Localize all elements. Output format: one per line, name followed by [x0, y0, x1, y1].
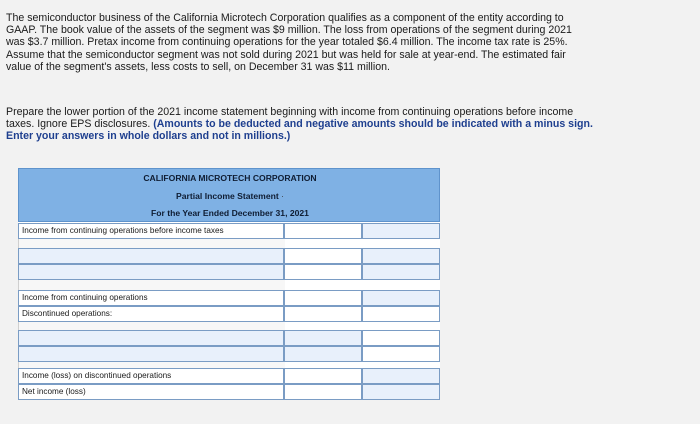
table-row	[18, 368, 440, 384]
amount-input[interactable]	[362, 368, 440, 384]
label-input[interactable]	[18, 248, 284, 264]
problem-line: Assume that the semiconductor segment was not sold during 2021 but was held for sale at year-end. The estimated fair	[6, 48, 566, 61]
company-name: CALIFORNIA MICROTECH CORPORATION	[143, 173, 317, 183]
spacer	[18, 322, 285, 330]
amount-cell	[284, 248, 362, 264]
amount-input[interactable]	[284, 346, 362, 362]
amount-cell	[362, 306, 440, 322]
instructions-text	[6, 106, 690, 143]
problem-line: was $3.7 million. Pretax income from continuing operations for the year totaled $6.4 million. The income tax rate is 25%.	[6, 36, 568, 49]
instruction-bold: (Amounts to be deducted and negative amounts should be indicated with a minus sign.	[153, 118, 593, 131]
amount-input[interactable]	[362, 223, 440, 239]
statement-title-text: Partial Income Statement	[176, 191, 279, 201]
statement-period: For the Year Ended December 31, 2021	[151, 208, 309, 218]
amount-cell	[284, 223, 362, 239]
amount-input[interactable]	[362, 248, 440, 264]
amount-cell	[362, 346, 440, 362]
row-label-pretax: Income from continuing operations before income taxes	[18, 223, 284, 239]
amount-input[interactable]	[362, 384, 440, 400]
marker-dot-icon: ·	[278, 191, 284, 201]
instruction-bold-line: Enter your answers in whole dollars and not in millions.)	[6, 130, 291, 143]
instruction-line: Prepare the lower portion of the 2021 income statement beginning with income from continuing operations before income	[6, 106, 574, 118]
amount-cell	[284, 384, 362, 400]
table-row	[18, 346, 440, 362]
label-input[interactable]	[18, 264, 284, 280]
instruction-plain: taxes. Ignore EPS disclosures.	[6, 118, 154, 131]
amount-input[interactable]	[362, 290, 440, 306]
amount-cell	[284, 264, 362, 280]
table-row	[18, 306, 440, 322]
amount-input[interactable]	[362, 264, 440, 280]
table-row	[18, 290, 440, 306]
table-row	[18, 248, 440, 264]
table-row	[18, 223, 440, 239]
label-input[interactable]	[18, 330, 284, 346]
amount-cell	[284, 306, 362, 322]
row-label-continuing: Income from continuing operations	[18, 290, 284, 306]
problem-line: value of the segment's assets, less costs to sell, on December 31 was $11 million.	[6, 60, 390, 73]
label-input[interactable]	[18, 346, 284, 362]
table-row	[18, 264, 440, 280]
spacer	[18, 280, 285, 290]
table-row	[18, 330, 440, 346]
problem-text	[6, 12, 690, 73]
row-label-discontinued: Discontinued operations:	[18, 306, 284, 322]
table-row	[18, 384, 440, 400]
row-label-net-income: Net income (loss)	[18, 384, 284, 400]
instruction-line	[6, 118, 690, 130]
problem-line: GAAP. The book value of the assets of the segment was $9 million. The loss from operations of the segment during 2021	[6, 24, 572, 37]
amount-input[interactable]	[284, 330, 362, 346]
row-label-disc-total: Income (loss) on discontinued operations	[18, 368, 284, 384]
spacer	[18, 239, 285, 248]
income-statement-worksheet	[18, 168, 440, 400]
statement-header	[18, 168, 440, 222]
amount-cell	[284, 290, 362, 306]
amount-cell	[362, 330, 440, 346]
statement-title	[19, 191, 441, 201]
amount-cell	[284, 368, 362, 384]
problem-line: The semiconductor business of the California Microtech Corporation qualifies as a component of the entity according to	[6, 12, 564, 24]
